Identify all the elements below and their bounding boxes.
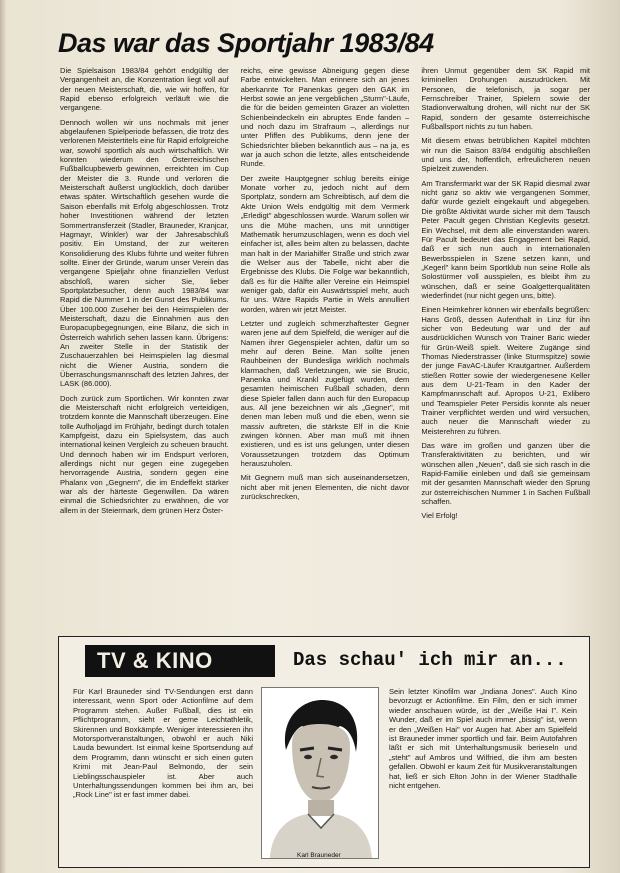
- page-spine-shadow: [0, 0, 6, 873]
- paragraph: Der zweite Hauptgegner schlug bereits einige Monate vorher zu, jedoch nicht auf dem Sportplatz, sondern am Schreibtisch, auf dem die Akte Union Wels endgültig mit dem Vermerk „Erledigt" abgeschlossen wurde. Warum sollen wir uns die Mühe machen, uns mit unnötiger Mathematik herumzuschlagen, wenn es doch viel einfacher ist, alles beim alten zu belassen, dachte man halt in der Mariahilfer Straße und strich zwar die Welser aus der Tabelle, nicht aber die Ergebnisse des Klubs. Die Folge war bekanntlich, daß es für die Hälfte aller Vereine ein Heimspiel weniger gab, dafür ein Auswärtsspiel mehr, auch für uns. Wäre Rapids Partie in Wels annulliert worden, wären wir jetzt Meister.: [240, 173, 410, 314]
- paragraph: Am Transfermarkt war der SK Rapid diesmal zwar nicht ganz so aktiv wie vergangenen Sommer, dafür wurde gezielt eingekauft und abgegeben. Die größte Aktivität wurde sicher mit dem Tausch Peter Pacult gegen Christian Keglevits gesetzt. Ein Wechsel, mit dem alle einverstanden waren. Für Pacult bedeutet das Engagement bei Rapid, daß er sich nun auch in internationalen Bewerbsspielen in Szene setzen kann, und „Kegerl" kann beim Sportklub nun seine Rolle als Solostürmer voll ausspielen, es bleibt ihm zu wünschen, daß er seine Goalgetterqualitäten wiederfindet (nur nicht gegen uns, bitte).: [421, 178, 591, 300]
- paragraph: reichs, eine gewisse Abneigung gegen diese Farbe entwickelten. Man erinnere sich an jenes aberkannte Tor Panenkas gegen den GAK im Herbst sowie an jene vergeblichen „Sturm"-Läufe, die für die beiden gemeinten Grazer an violetten Schienbeindeckeln ein abruptes Ende fanden – und noch dazu im Strafraum –, allerdings nur unter Pfiffen des Publikums, denn jene der Schiedsrichter blieben bekanntlich aus – na ja, es war ja auch schon die letzte, alles entscheidende Runde.: [240, 66, 410, 169]
- article-column-2: [241, 66, 410, 626]
- tv-kino-column-2: Sein letzter Kinofilm war „Indiana Jones". Auch Kino bevorzugt er Actionfilme. Ein Film, den er sich immer wieder anschauen würde, ist der „Weiße Hai I". Kein Wunder, daß er im Spiel auch immer „bissig" ist, wenn er den „Weißen Hai" vor Augen hat. Aber am Spielfeld ist Brauneder immer sportlich und fair. Beim Autofahren läßt er sich mit Unterhaltungsmusik berieseln und „steht" auf Ambros und Wilfried, die ihm am besten gefallen. Obwohl er kaum Zeit für Musikveranstaltungen hat, ließ er sich Elton John in der Wiener Stadthalle nicht entgehen.: [389, 687, 577, 791]
- paragraph: Einen Heimkehrer können wir ebenfalls begrüßen: Hans Größ, dessen Aufenthalt in Linz für ihn sicher von Bedeutung war und der auf ausdrücklichen Wunsch von Trainer Baric wieder für Grün-Weiß spielt. Weitere Zugänge sind Thomas Niederstrasser (linke Sturmspitze) sowie der junge FavAC-Läufer Krautgartner. Außerdem stießen Rotter sowie der wiedergenesene Keller aus dem U-21-Team in den Kader der Kampfmannschaft auf. Apropos U-21, Exlibero und Teamspieler Peter Persidis konnte als neuer Trainer verpflichtet werden und wird versuchen, auch neuer die Mannschaft wieder zu Meisterehren zu führen.: [421, 305, 591, 436]
- tv-kino-column-1: Für Karl Brauneder sind TV-Sendungen erst dann interessant, wenn Sport oder Actionfilme auf dem Programm stehen. Außer Fußball, dies ist ein Pflichtprogramm, sieht er gerne Leichtathletik, Skirennen und Boxkämpfe. Weniger interessieren ihn Motorsportveranstaltungen, obwohl er auch Niki Lauda bewundert. Ist einmal keine Sportsendung auf dem Programm, dann wünscht er sich einen guten Krimi mit Jean-Paul Belmondo, der sein Lieblingsschauspieler ist. Aber auch Unterhaltungssendungen kommen bei ihm an, bei „Rock Line" ist er fast immer dabei.: [73, 687, 253, 800]
- paragraph: Das wäre im großen und ganzen über die Transferaktivitäten zu berichten, und wir wünschen allen „Neuen", daß sie sich rasch in die Rapid-Familie einleben und daß sie gemeinsam mit der gesamten Mannschaft wieder den Sprung zur österreichischen Nummer 1 in Sachen Fußball schaffen.: [421, 441, 591, 507]
- player-photo: [261, 687, 379, 859]
- paragraph: Doch zurück zum Sportlichen. Wir konnten zwar die Meisterschaft nicht erfolgreich verteidigen, trotzdem konnte die Mannschaft überzeugen. Eine tolle Aufholjagd im Frühjahr, bedingt durch totalen Kampfgeist, dazu ein Spielsystem, das auch international keinen Vergleich zu scheuen braucht. Und dennoch haben wir im Endspurt verloren, allerdings nicht nur gegen eine zugegeben hervorragende Austria, sondern gegen eine Phalanx von „Gegnern", die im Endeffekt stärker war als der härteste Gegenwillen. Da wären einmal die Schiedsrichter zu erwähnen, die vor allem in der Steiermark, dem grünen Herz Öster-: [60, 393, 229, 515]
- tv-kino-logo: TV & KINO: [85, 645, 275, 677]
- tv-kino-slogan: Das schau' ich mir an...: [293, 649, 567, 671]
- paragraph: Mit diesem etwas betrüblichen Kapitel möchten wir nun die Saison 83/84 endgültig abschließen und uns der, hoffentlich, erfreulicheren neuen Spielzeit zuwenden.: [421, 136, 591, 174]
- paragraph: Dennoch wollen wir uns nochmals mit jener abgelaufenen Spielperiode befassen, die trotz des verlorenen Meistertitels eine für Rapid erfolgreiche war, sowohl sportlich als auch wirtschaftlich. Wir konnten wiederum den Österreichischen Fußballcupbewerb gewinnen, erreichten im Cup der Meister die 3. Runde und verloren die Meisterschaft äußerst unglücklich, doch darüber etwas später. Wirtschaftlich gesehen wurde die Saison ebenfalls mit Erfolg abgeschlossen. Trotz hoher Investitionen während der letzten Sommertransferzeit (Stadler, Brauneder, Kranjcar, Hagmayr, Winkler) war der Jahresabschluß positiv. Ein Umstand, der zur weiteren Konsolidierung des Klubs führte und weiter führen sollte. Einer der Gründe, warum unser Verein das vergangene Spieljahr ohne finanziellen Verlust abschloß, waren sicher Sie, lieber Sportplatzbesucher, denn auch 1983/84 war Rapid die Nummer 1 in der Gunst des Publikums. Über 100.000 Zuseher bei den Heimspielen der Meisterschaft, dazu die Einnahmen aus den Europacupbegegnungen, eine Bilanz, die sich in Österreich wahrlich sehen lassen kann. Übrigens: An zweiter Stelle in der Statistik der Zuschauerzahlen bei Heimspielen lag diesmal nicht die Wiener Austria, sondern die Überraschungsmannschaft des letzten Jahres, der LASK (86.000).: [60, 117, 229, 389]
- tv-kino-box: [58, 636, 590, 868]
- paragraph: Viel Erfolg!: [421, 511, 458, 521]
- article-column-3: [421, 66, 590, 626]
- article-body: [60, 66, 590, 626]
- photo-caption: Karl Brauneder: [297, 852, 341, 859]
- paragraph: ihren Unmut gegenüber dem SK Rapid mit kriminellen Drohungen auszudrücken. Mit Personen, die telefonisch, ja sogar per Fernschreiber Trainer, Spielern sowie der Stadionverwaltung drohen, will nicht nur der SK Rapid, sondern der gesamte österreichische Fußballsport nichts zu tun haben.: [421, 66, 591, 132]
- paragraph: Letzter und zugleich schmerzhaftester Gegner waren jene auf dem Spielfeld, die weniger auf die Namen ihrer Gegenspieler achten, dafür um so mehr auf deren Beine. Man sollte jenen Rauhbeinen der Bundesliga wirklich nochmals klarmachen, daß Verletzungen, wie sie Brucic, Panenka und Krankl zugefügt wurden, dem gesamten heimischen Fußball schaden, denn diese Spieler fallen dann auch für den Europacup aus. All jene bezeichnen wir als „Gegner", mit denen man leben muß und die eben, wenn sie massiv auftreten, die stärkste Elf in die Knie zwingen können. Aber man muß mit ihnen existieren, und es ist uns gelungen, unter diesen Voraussetzungen trotzdem das Optimum herauszuholen.: [240, 318, 410, 469]
- player-portrait-image: [262, 688, 378, 858]
- paragraph: Mit Gegnern muß man sich auseinandersetzen, nicht aber mit jenen Elementen, die nicht davor zurückschrecken,: [240, 473, 410, 502]
- article-column-1: [60, 66, 229, 626]
- article-title: Das war das Sportjahr 1983/84: [58, 28, 434, 58]
- paragraph: Die Spielsaison 1983/84 gehört endgültig der Vergangenheit an, die Konzentration liegt voll auf der neuen Meisterschaft, die, wie wir hoffen, für Rapid ebenso erfolgreich verläuft wie die vergangene.: [60, 66, 229, 113]
